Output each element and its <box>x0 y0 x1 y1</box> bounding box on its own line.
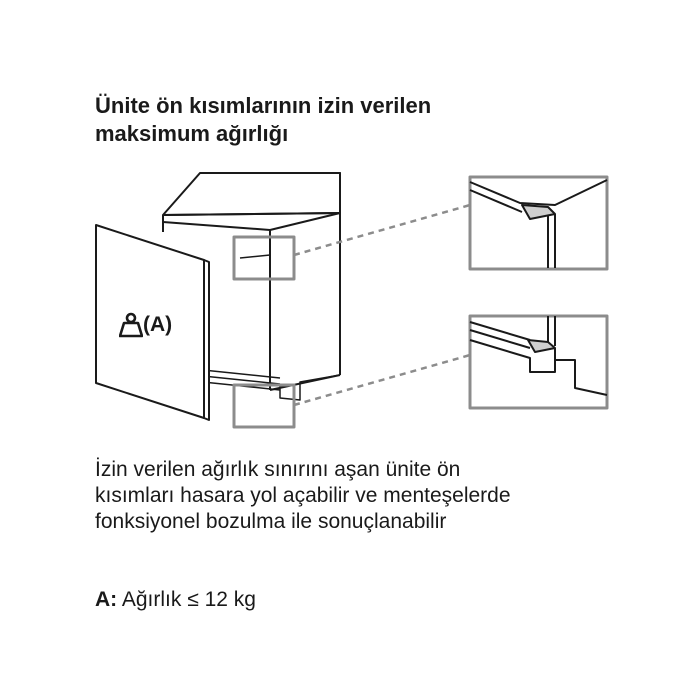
weight-icon <box>119 312 143 338</box>
cabinet-details <box>203 255 340 400</box>
diagram-title <box>95 92 635 148</box>
warning-text <box>95 457 655 535</box>
connector-lines <box>294 205 470 405</box>
warning-line-3: fonksiyonel bozulma ile sonuçlanabilir <box>95 510 447 533</box>
title-line-2: maksimum ağırlığı <box>95 121 289 146</box>
top-detail-inset <box>470 177 607 269</box>
fridge-door-diagram <box>0 160 700 450</box>
door-weight-label: (A) <box>143 313 173 336</box>
warning-line-1: İzin verilen ağırlık sınırını aşan ünite ön <box>95 458 461 481</box>
weight-spec <box>95 587 256 613</box>
warning-line-2: kısımları hasara yol açabilir ve menteşelerde <box>95 484 511 507</box>
bottom-detail-inset <box>470 316 607 408</box>
bottom-hinge-highlight <box>234 385 294 427</box>
title-line-1: Ünite ön kısımlarının izin verilen <box>95 93 432 118</box>
spec-key: A: <box>95 588 118 611</box>
spec-value: Ağırlık ≤ 12 kg <box>121 588 256 611</box>
